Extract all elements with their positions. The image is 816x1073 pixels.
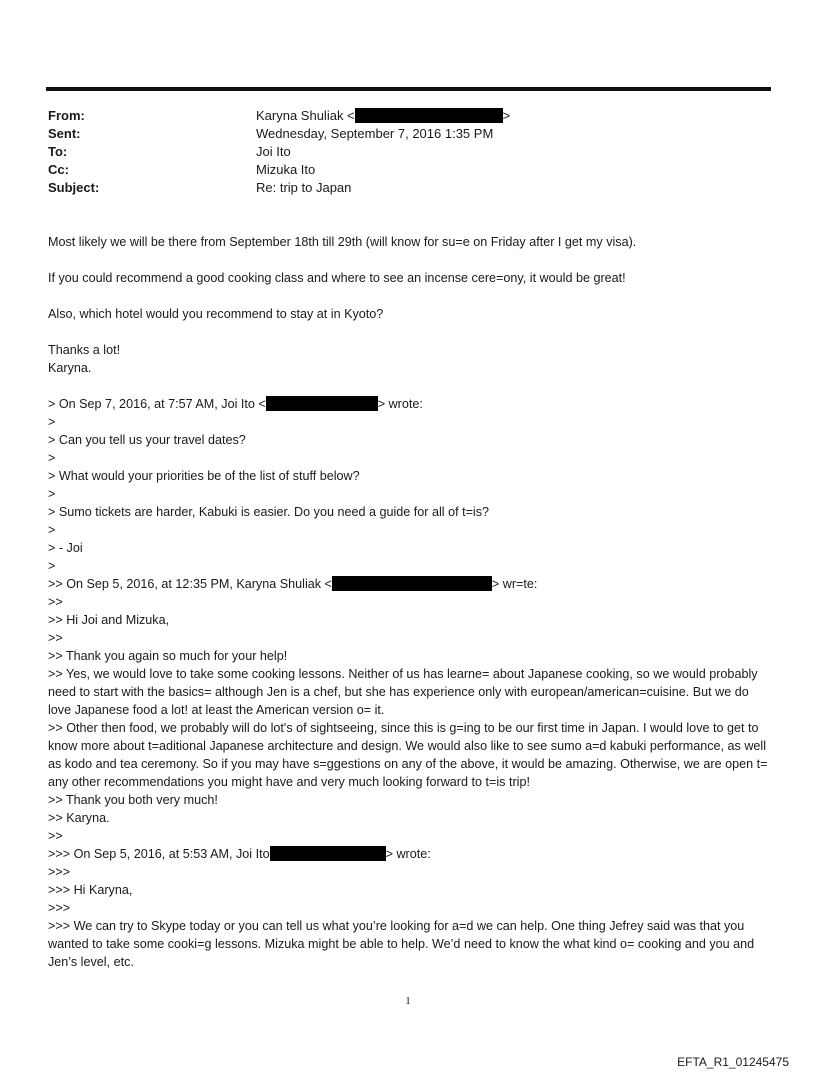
email-body xyxy=(48,233,770,971)
redaction-block xyxy=(270,846,386,861)
quote-paragraph: >> Other then food, we probably will do lot's of sightseeing, since this is g=ing to be our first time in Japan. I would love to get to know more about t=aditional Japanese architecture and design. We would also like to see sumo a=d kabuki performance, as well as kodo and tea ceremony. So if you may have s=ggestions on any of the above, it would be amazing. Otherwise, we are open t= any other recommendations you might have and very much looking forward to t=is trip! xyxy=(48,721,768,789)
quote-header: > On Sep 7, 2016, at 7:57 AM, Joi Ito < > wrote: xyxy=(48,397,423,411)
quote-line: >>> Hi Karyna, xyxy=(48,883,133,897)
to-value: Joi Ito xyxy=(256,144,291,159)
sent-label: Sent: xyxy=(48,126,81,141)
bates-number: EFTA_R1_01245475 xyxy=(677,1055,789,1069)
header-rule xyxy=(46,87,771,91)
quote-line: >> Karyna. xyxy=(48,811,110,825)
redaction-block xyxy=(332,576,492,591)
quote-line: >> xyxy=(48,595,63,609)
quote-paragraph: >>> We can try to Skype today or you can tell us what you’re looking for a=d we can help. One thing Jefrey said was that you wanted to take some cooki=g lessons. Mizuka might be able to help. We’d need to know the what kind o= cooking and you and Jen’s level, etc. xyxy=(48,919,755,969)
quote-line: >> xyxy=(48,631,63,645)
quote-line: >> xyxy=(48,829,63,843)
to-label: To: xyxy=(48,144,68,159)
quote-line: > xyxy=(48,487,56,501)
quote-line: > - Joi xyxy=(48,541,83,555)
quote-line: >> Thank you again so much for your help! xyxy=(48,649,288,663)
quote-line: > What would your priorities be of the list of stuff below? xyxy=(48,469,360,483)
quote-line: > xyxy=(48,559,56,573)
body-line: Karyna. xyxy=(48,361,92,375)
quote-header: >>> On Sep 5, 2016, at 5:53 AM, Joi Ito > wrote: xyxy=(48,847,431,861)
body-paragraph: Also, which hotel would you recommend to stay at in Kyoto? xyxy=(48,307,384,321)
redaction-block xyxy=(266,396,378,411)
quote-line: > xyxy=(48,451,56,465)
cc-label: Cc: xyxy=(48,162,69,177)
quote-line: >>> xyxy=(48,865,71,879)
quote-paragraph: >> Yes, we would love to take some cooking lessons. Neither of us has learne= about Japanese cooking, so we would probably need to start with the basics= although Jen is a chef, but she has experience only with european/american=cuisine. But we do love Japanese food a lot! at least the American version o= it. xyxy=(48,667,758,717)
cc-value: Mizuka Ito xyxy=(256,162,316,177)
quote-line: >> Hi Joi and Mizuka, xyxy=(48,613,170,627)
subject-label: Subject: xyxy=(48,180,100,195)
quote-line: >>> xyxy=(48,901,71,915)
body-paragraph: If you could recommend a good cooking class and where to see an incense cere=ony, it would be great! xyxy=(48,271,626,285)
from-label: From: xyxy=(48,108,85,123)
quote-line: > Can you tell us your travel dates? xyxy=(48,433,246,447)
quote-line: >> Thank you both very much! xyxy=(48,793,218,807)
quote-line: > Sumo tickets are harder, Kabuki is easier. Do you need a guide for all of t=is? xyxy=(48,505,490,519)
sent-value: Wednesday, September 7, 2016 1:35 PM xyxy=(256,126,494,141)
subject-value: Re: trip to Japan xyxy=(256,180,352,195)
redaction-block xyxy=(355,108,503,123)
body-line: Thanks a lot! xyxy=(48,343,121,357)
page-number: 1 xyxy=(405,995,411,1007)
quote-line: > xyxy=(48,415,56,429)
body-paragraph: Most likely we will be there from September 18th till 29th (will know for su=e on Friday after I get my visa). xyxy=(48,235,637,249)
from-value: Karyna Shuliak < > xyxy=(256,108,511,123)
quote-header: >> On Sep 5, 2016, at 12:35 PM, Karyna Shuliak < > wr=te: xyxy=(48,577,538,591)
quote-line: > xyxy=(48,523,56,537)
